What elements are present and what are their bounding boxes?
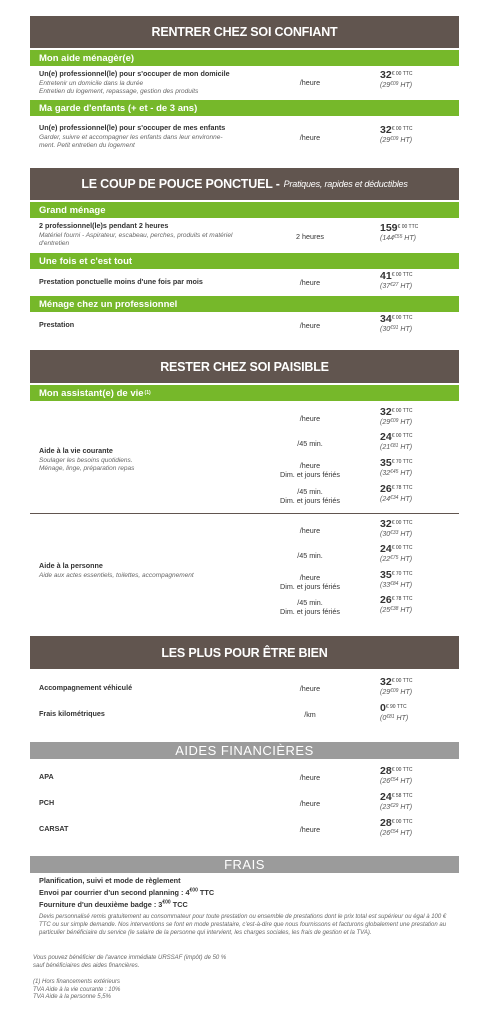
section-title: AIDES FINANCIÈRES xyxy=(175,743,314,758)
unit-label: /45 min. xyxy=(297,551,323,560)
price-tag: $24^{€ 58 TTC}$ ($23^{€29}$ HT) xyxy=(380,791,413,811)
price-tag: $26^{€ 78 TTC}$ ($24^{€34}$ HT) xyxy=(380,483,413,503)
section-band-plus xyxy=(30,636,459,669)
price-tag: $26^{€ 78 TTC}$ ($25^{€38}$ HT) xyxy=(380,594,413,614)
price-tag: $35^{€ 70 TTC}$ ($32^{€45}$ HT) xyxy=(380,457,413,477)
service-block-vie-courante: Aide à la vie courante Soulager les besoins quotidiens. Ménage, linge, préparation repas /heure $32^{€ 00 TTC}$ ($29^{€09}$ HT) /45 min. $24^{€ 00 TTC}$ ($21^{€81}$ HT) /heure Dim. et jours fériés $35^{€ 70 TTC}$ ($32^{€45}$ HT) /45 min. Dim. et jours fériés $26^{€ 78 TTC}$ ($24^{€34}$ HT) xyxy=(30,405,459,513)
price-tag: $24^{€ 00 TTC}$ ($22^{€75}$ HT) xyxy=(380,543,413,563)
section-band-coup-de-pouce xyxy=(30,168,459,200)
price-tag: $0^{€ 90 TTC}$ ($0^{€81}$ HT) xyxy=(380,702,409,722)
category-grand-menage: Grand ménage xyxy=(30,202,459,218)
service-row-domicile: Un(e) professionnel(le) pour s'occuper de mon domicile Entretenir un domicile dans la durée Entretien du logement, repassage, gestion des produits /heure $32^{€ 00 TTC}$ ($29^{€09}$ HT) xyxy=(30,68,459,98)
price-tag: $32^{€ 00 TTC}$ ($29^{€09}$ HT) xyxy=(380,69,413,89)
section-band-paisible xyxy=(30,350,459,383)
unit-label: /45 min. xyxy=(297,439,323,448)
footer-tva: (1) Hors financements extérieurs TVA Aide à la vie courante : 10% TVA Aide à la personne 5,5% xyxy=(33,979,121,1000)
service-row-km: Frais kilométriques /km $0^{€ 90 TTC}$ ($0^{€81}$ HT) xyxy=(30,700,459,726)
aid-row-pch: PCH /heure $24^{€ 58 TTC}$ ($23^{€29}$ HT) xyxy=(30,790,459,816)
price-tag: $28^{€ 00 TTC}$ ($26^{€54}$ HT) xyxy=(380,817,413,837)
section-title: LE COUP DE POUCE PONCTUEL - xyxy=(81,177,280,191)
price-tag: $34^{€ 00 TTC}$ ($30^{€91}$ HT) xyxy=(380,313,413,333)
section-band-confiant xyxy=(30,16,459,48)
service-row-accompagnement: Accompagnement véhiculé /heure $32^{€ 00 TTC}$ ($29^{€09}$ HT) xyxy=(30,674,459,700)
frais-note: Devis personnalisé remis gratuitement au consommateur pour toute prestation ou ensemble de prestations dont le prix total est supérieur ou égal à 100 € TTC ou sur simple demande. Nos interventions se font en mode prestataire, c'est-à-dire que nous fournissons et facturons globalement une prestation au particulier bénéficiaire du service (le salaire de la personne qui intervient, les charges sociales, les frais de gestion et la TVA). xyxy=(39,914,447,937)
service-block-aide-personne: Aide à la personne Aide aux actes essentiels, toilettes, accompagnement /heure $32^{€ 00 TTC}$ ($30^{€33}$ HT) /45 min. $24^{€ 00 TTC}$ ($22^{€75}$ HT) /heure Dim. et jours fériés $35^{€ 70 TTC}$ ($33^{€84}$ HT) /45 min. Dim. et jours fériés $26^{€ 78 TTC}$ ($25^{€38}$ HT) xyxy=(30,516,459,624)
unit-label: /heure xyxy=(299,799,321,808)
price-tag: $32^{€ 00 TTC}$ ($29^{€09}$ HT) xyxy=(380,124,413,144)
service-row-prestation: Prestation /heure $34^{€ 00 TTC}$ ($30^{€91}$ HT) xyxy=(30,314,459,340)
unit-label: /heure Dim. et jours fériés xyxy=(280,573,340,591)
category-assistant-vie: Mon assistant(e) de vie (1) xyxy=(30,385,459,401)
unit-label: /heure xyxy=(299,526,321,535)
category-menage-pro: Ménage chez un professionnel xyxy=(30,296,459,312)
price-tag: $35^{€ 70 TTC}$ ($33^{€84}$ HT) xyxy=(380,569,413,589)
frais-block: Planification, suivi et mode de règlement Envoi par courrier d'un second planning : $4^{€00}$ TTC Fourniture d'un deuxième badge : $3^{€00}$ TCC Devis personnalisé remis gratuitement au consommateur pour toute prestation ou ensemble de prestations dont le prix total est supérieur ou égal à 100 € TTC ou sur simple demande. Nos interventions se font en mode prestataire, c'est-à-dire que nous fournissons et facturons globalement une prestation au particulier bénéficiaire du service (le salaire de la personne qui intervient, les charges sociales, les frais de gestion et la TVA). xyxy=(39,877,449,937)
price-tag: $28^{€ 00 TTC}$ ($26^{€54}$ HT) xyxy=(380,765,413,785)
service-row-enfants: Un(e) professionnel(le) pour s'occuper de mes enfants Garder, suivre et accompagner les enfants dans leur environne- ment. Petit entretien du logement /heure $32^{€ 00 TTC}$ ($29^{€09}$ HT) xyxy=(30,122,459,154)
aid-row-carsat: CARSAT /heure $28^{€ 00 TTC}$ ($26^{€54}$ HT) xyxy=(30,816,459,842)
section-title: FRAIS xyxy=(224,857,265,872)
unit-label: /heure xyxy=(299,133,321,142)
price-tag: $159^{€ 00 TTC}$ ($144^{€55}$ HT) xyxy=(380,222,419,242)
price-tag: $32^{€ 00 TTC}$ ($30^{€33}$ HT) xyxy=(380,518,413,538)
service-row-grand-menage: 2 professionnel(le)s pendant 2 heures Matériel fourni - Aspirateur, escabeau, perches, produits et matériel d'entretien 2 heures $159^{€ 00 TTC}$ ($144^{€55}$ HT) xyxy=(30,220,459,252)
unit-label: /45 min. Dim. et jours fériés xyxy=(280,487,340,505)
section-divider xyxy=(30,513,459,514)
unit-label: /heure xyxy=(299,78,321,87)
price-tag: $32^{€ 00 TTC}$ ($29^{€09}$ HT) xyxy=(380,676,413,696)
section-subtitle: Pratiques, rapides et déductibles xyxy=(283,179,408,189)
unit-label: 2 heures xyxy=(296,232,324,241)
footer-urssaf: Vous pouvez bénéficier de l'avance immédiate URSSAF (impôt) de 50 % sauf bénéficiaires des aides financières. xyxy=(33,955,227,969)
section-band-frais xyxy=(30,856,459,873)
category-garde-enfants: Ma garde d'enfants (+ et - de 3 ans) xyxy=(30,100,459,116)
unit-label: /45 min. Dim. et jours fériés xyxy=(280,598,340,616)
price-tag: $32^{€ 00 TTC}$ ($29^{€09}$ HT) xyxy=(380,406,413,426)
unit-label: /heure xyxy=(299,773,321,782)
unit-label: /heure xyxy=(299,684,321,693)
section-title: RENTRER CHEZ SOI CONFIANT xyxy=(151,25,338,39)
price-tag: $24^{€ 00 TTC}$ ($21^{€81}$ HT) xyxy=(380,431,413,451)
unit-label: /heure xyxy=(299,825,321,834)
unit-label: /heure Dim. et jours fériés xyxy=(280,461,340,479)
section-title: LES PLUS POUR ÊTRE BIEN xyxy=(161,645,328,660)
service-row-ponctuelle: Prestation ponctuelle moins d'une fois par mois /heure $41^{€ 00 TTC}$ ($37^{€27}$ HT) xyxy=(30,270,459,296)
category-une-fois: Une fois et c'est tout xyxy=(30,253,459,269)
unit-label: /heure xyxy=(299,414,321,423)
section-band-aides xyxy=(30,742,459,759)
unit-label: /heure xyxy=(299,321,321,330)
unit-label: /km xyxy=(304,710,316,719)
section-title: RESTER CHEZ SOI PAISIBLE xyxy=(160,359,329,374)
unit-label: /heure xyxy=(299,278,321,287)
category-aide-menagere: Mon aide ménagèr(e) xyxy=(30,50,459,66)
aid-row-apa: APA /heure $28^{€ 00 TTC}$ ($26^{€54}$ HT) xyxy=(30,764,459,790)
price-tag: $41^{€ 00 TTC}$ ($37^{€27}$ HT) xyxy=(380,270,413,290)
